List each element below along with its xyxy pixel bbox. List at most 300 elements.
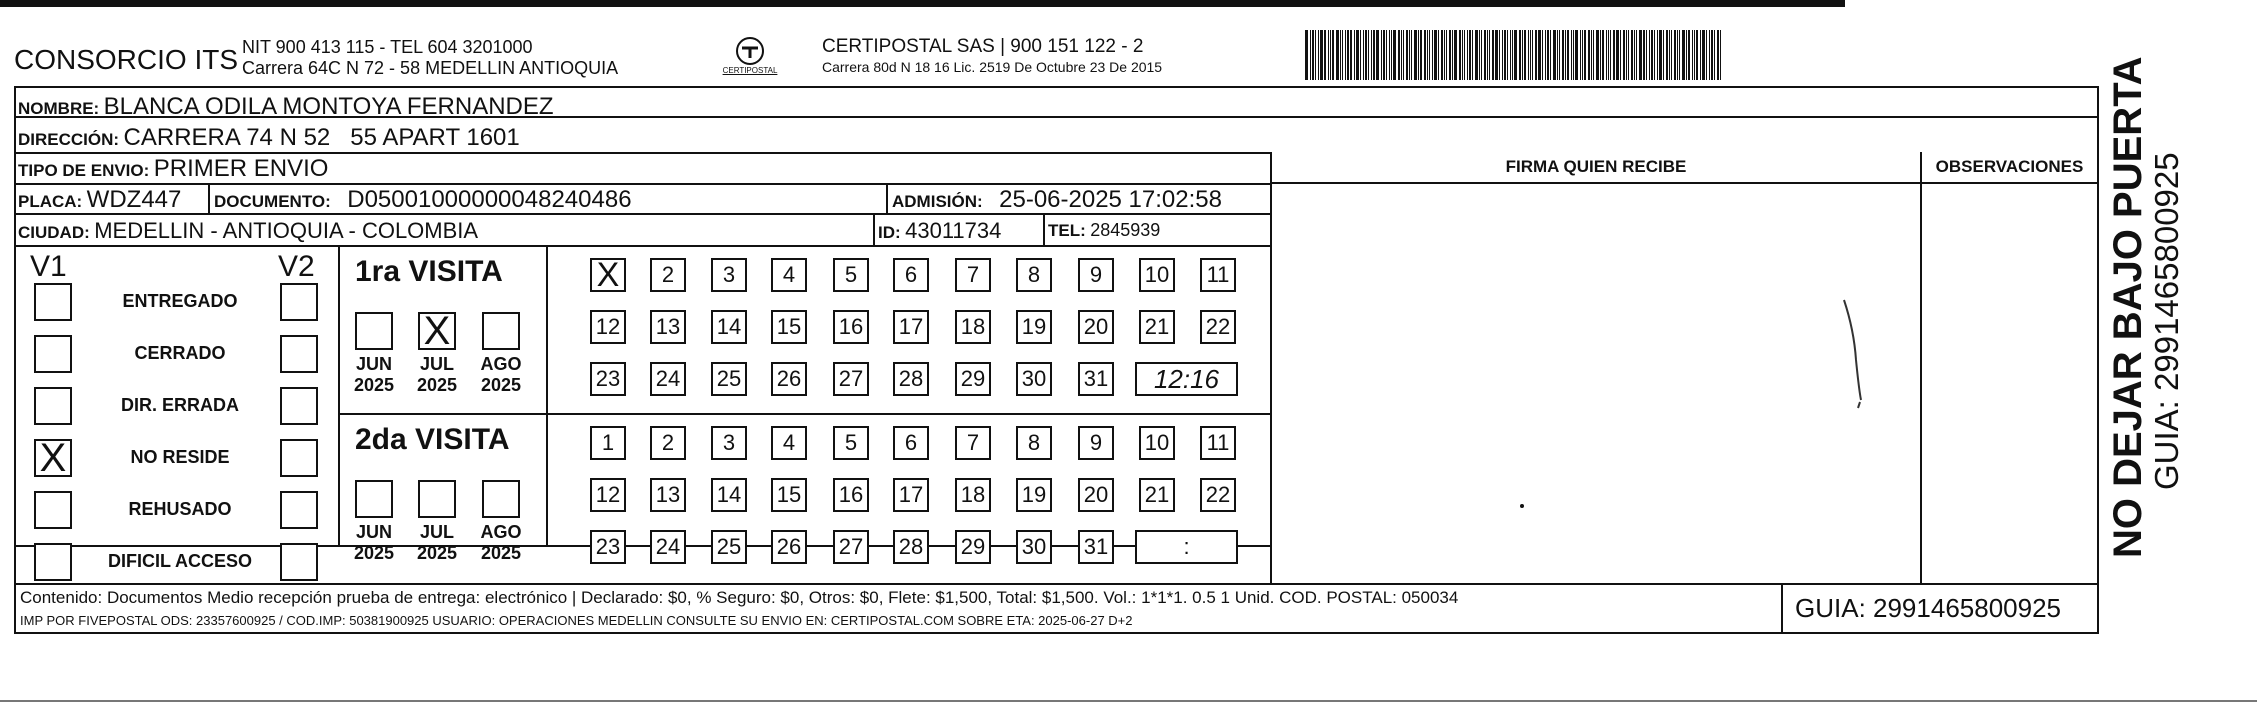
status-label: CERRADO [134,343,226,363]
barcode-bar [1330,30,1331,80]
documento-value: D05001000000048240486 [347,186,632,213]
barcode-bar [1391,30,1392,80]
barcode-bar [1312,30,1314,80]
barcode-bar [1711,30,1713,80]
day-box[interactable]: 27 [833,362,869,396]
barcode [1305,30,1945,80]
barcode-bar [1386,30,1387,80]
admision-value: 25-06-2025 17:02:58 [999,186,1222,213]
day-box[interactable]: 10 [1139,258,1175,292]
barcode-bar [1714,30,1715,80]
col-line [873,213,875,245]
day-box[interactable]: 18 [955,478,991,512]
barcode-bar [1418,30,1419,80]
month-year: 2025 [416,543,458,563]
status-label: DIR. ERRADA [120,395,239,415]
barcode-bar [1320,30,1323,80]
day-box[interactable]: 17 [893,478,929,512]
barcode-bar [1356,30,1359,80]
col-line [338,245,340,545]
barcode-bar [1524,30,1526,80]
month-checkbox[interactable] [355,312,393,350]
barcode-bar [1401,30,1402,80]
day-box[interactable]: 1 [590,426,626,460]
barcode-bar [1610,30,1611,80]
row-line [338,413,1272,415]
tel-field [1048,220,1160,241]
barcode-bar [1623,30,1625,80]
barcode-bar [1373,30,1375,80]
barcode-bar [1651,30,1653,80]
time-box[interactable]: : [1135,530,1238,564]
day-box[interactable]: 5 [833,258,869,292]
day-box[interactable]: 26 [771,362,807,396]
v1-mark: X [39,436,67,480]
day-box[interactable]: 6 [893,426,929,460]
barcode-bar [1324,30,1326,80]
month-name: JUL [419,522,454,542]
barcode-bar [1573,30,1574,80]
day-box[interactable]: 2 [650,426,686,460]
tel-label: TEL: [1048,221,1086,240]
barcode-bar [1528,30,1529,80]
day-box[interactable]: 24 [650,530,686,564]
id-label: ID: [878,223,901,242]
month-year: 2025 [353,543,395,563]
barcode-bar [1492,30,1494,80]
barcode-bar [1342,30,1343,80]
day-box[interactable]: 30 [1016,530,1052,564]
tipo-field [18,155,328,183]
status-label: DIFICIL ACCESO [107,551,252,571]
certipostal-name: CERTIPOSTAL SAS | 900 151 122 - 2 [822,36,1144,57]
month-name: JUN [355,354,392,374]
month-checkbox[interactable] [418,309,456,353]
day-box[interactable]: 19 [1016,478,1052,512]
time-box[interactable]: 12:16 [1135,362,1238,396]
day-box[interactable]: 18 [955,310,991,344]
barcode-bar [1489,30,1490,80]
admision-label: ADMISIÓN: [892,192,983,211]
barcode-bar [1588,30,1590,80]
day-box[interactable]: 22 [1200,478,1236,512]
side-warning: NO DEJAR BAJO PUERTA [2106,56,2150,558]
day-box[interactable]: 6 [893,258,929,292]
barcode-bar [1575,30,1578,80]
day-box[interactable]: 9 [1078,258,1114,292]
barcode-bar [1446,30,1447,80]
day-box[interactable]: 8 [1016,258,1052,292]
day-box[interactable]: 23 [590,362,626,396]
month-name: AGO [480,522,522,542]
company-address: Carrera 64C N 72 - 58 MEDELLIN ANTIOQUIA [242,58,619,78]
footer-imp: IMP POR FIVEPOSTAL ODS: 23357600925 / COD.IMP: 50381900925 USUARIO: OPERACIONES MEDELLIN CONSULTE SU ENVIO EN: CERTIPOSTAL.COM SOBRE ETA: 2025-06-27 D+2 [20,613,1133,628]
day-box[interactable]: 24 [650,362,686,396]
day-box[interactable]: 15 [771,310,807,344]
barcode-bar [1499,30,1500,80]
barcode-bar [1717,30,1719,80]
barcode-bar [1679,30,1680,80]
v2-checkbox[interactable] [280,439,318,477]
barcode-bar [1504,30,1506,80]
month-year: 2025 [480,543,522,563]
barcode-bar [1454,30,1457,80]
barcode-bar [1631,30,1633,80]
day-box[interactable]: 28 [893,362,929,396]
barcode-bar [1432,30,1433,80]
day-box[interactable]: X [590,258,626,292]
col-line [208,183,210,215]
row-line [14,183,1272,185]
placa-field [18,186,181,214]
barcode-bar [1654,30,1655,80]
barcode-bar [1462,30,1463,80]
day-box[interactable]: 12 [590,478,626,512]
nombre-value: BLANCA ODILA MONTOYA FERNANDEZ [103,93,554,120]
barcode-bar [1315,30,1316,80]
v2-label: V2 [278,250,315,283]
col-line [1043,213,1045,245]
month-year: 2025 [353,375,395,395]
barcode-bar [1596,30,1599,80]
nombre-label: NOMBRE: [18,99,100,118]
placa-label: PLACA: [18,192,83,211]
barcode-bar [1677,30,1678,80]
day-box[interactable]: 8 [1016,426,1052,460]
barcode-bar [1720,30,1721,80]
day-box[interactable]: 26 [771,530,807,564]
top-border [0,0,1845,7]
barcode-bar [1507,30,1508,80]
barcode-bar [1420,30,1422,80]
day-box[interactable]: 3 [711,426,747,460]
col-line [546,245,548,545]
barcode-bar [1332,30,1334,80]
barcode-bar [1567,30,1569,80]
barcode-bar [1646,30,1647,80]
month-year: 2025 [416,375,458,395]
footer-content: Contenido: Documentos Medio recepción prueba de entrega: electrónico | Declarado: $0, % Seguro: $0, Otros: $0, Flete: $1,500, Total: $1,500. Vol.: 1*1*1. 0.5 1 Unid. COD. POSTAL: 050034 [20,588,1459,607]
visit-title: 2da VISITA [355,423,510,456]
day-box[interactable]: 15 [771,478,807,512]
v2-checkbox[interactable] [280,283,318,321]
barcode-bar [1600,30,1601,80]
day-box[interactable]: 23 [590,530,626,564]
day-box[interactable]: 28 [893,530,929,564]
barcode-bar [1562,30,1564,80]
observaciones-area[interactable] [1922,184,2097,583]
day-box[interactable]: 11 [1200,426,1236,460]
direccion-value: CARRERA 74 N 52 55 APART 1601 [123,124,520,151]
signature-area[interactable] [1272,184,1920,583]
day-box[interactable]: 9 [1078,426,1114,460]
v2-checkbox[interactable] [280,491,318,529]
barcode-bar [1545,30,1546,80]
barcode-bar [1608,30,1609,80]
day-box[interactable]: 29 [955,530,991,564]
visit-title: 1ra VISITA [355,255,503,288]
barcode-bar [1659,30,1662,80]
day-box[interactable]: 2 [650,258,686,292]
barcode-bar [1389,30,1390,80]
barcode-bar [1414,30,1417,80]
barcode-bar [1336,30,1339,80]
month-checkbox[interactable] [482,312,520,350]
barcode-bar [1469,30,1471,80]
day-box[interactable]: 7 [955,258,991,292]
day-box[interactable]: 31 [1078,362,1114,396]
barcode-bar [1411,30,1412,80]
barcode-bar [1345,30,1346,80]
day-box[interactable]: 20 [1078,478,1114,512]
barcode-bar [1535,30,1537,80]
barcode-bar [1606,30,1607,80]
day-box[interactable]: 29 [955,362,991,396]
day-box[interactable]: 10 [1139,426,1175,460]
barcode-bar [1613,30,1615,80]
barcode-bar [1318,30,1319,80]
side-guia: GUIA: 2991465800925 [2148,152,2185,490]
barcode-bar [1393,30,1396,80]
barcode-bar [1438,30,1439,80]
ciudad-field [18,218,478,244]
barcode-bar [1472,30,1473,80]
barcode-bar [1514,30,1517,80]
certipostal-logo [720,34,780,84]
barcode-bar [1682,30,1685,80]
col-line [886,183,888,215]
barcode-bar [1363,30,1364,80]
day-box[interactable]: 16 [833,310,869,344]
day-box[interactable]: 11 [1200,258,1236,292]
v1-checkbox[interactable] [34,387,72,425]
day-box[interactable]: 30 [1016,362,1052,396]
direccion-label: DIRECCIÓN: [18,130,120,149]
v1-label: V1 [30,250,67,283]
placa-value: WDZ447 [86,186,182,213]
direccion-field [18,124,520,152]
barcode-bar [1550,30,1551,80]
barcode-bar [1559,30,1560,80]
barcode-bar [1692,30,1693,80]
day-box[interactable]: 7 [955,426,991,460]
barcode-bar [1542,30,1543,80]
barcode-bar [1495,30,1498,80]
col-line [1781,583,1783,634]
barcode-bar [1702,30,1705,80]
barcode-bar [1340,30,1341,80]
day-box[interactable]: 27 [833,530,869,564]
day-box[interactable]: 21 [1139,310,1175,344]
barcode-bar [1449,30,1451,80]
day-box[interactable]: 20 [1078,310,1114,344]
barcode-bar [1696,30,1698,80]
tel-value: 2845939 [1090,220,1161,240]
day-box[interactable]: 5 [833,426,869,460]
barcode-bar [1686,30,1687,80]
documento-label: DOCUMENTO: [214,192,331,211]
id-value: 43011734 [905,218,1002,243]
day-box[interactable]: 19 [1016,310,1052,344]
barcode-bar [1634,30,1635,80]
ciudad-label: CIUDAD: [18,223,90,242]
month-checkbox[interactable] [482,480,520,518]
barcode-bar [1593,30,1594,80]
barcode-bar [1441,30,1443,80]
v1-checkbox[interactable] [34,283,72,321]
barcode-bar [1700,30,1701,80]
barcode-bar [1406,30,1408,80]
barcode-bar [1434,30,1437,80]
barcode-bar [1429,30,1430,80]
day-box[interactable]: 13 [650,310,686,344]
company-name: CONSORCIO ITS [14,44,239,75]
day-box[interactable]: 14 [711,478,747,512]
barcode-bar [1547,30,1549,80]
barcode-bar [1565,30,1566,80]
day-box[interactable]: 4 [771,426,807,460]
admision-field [892,186,1222,214]
barcode-bar [1557,30,1558,80]
barcode-bar [1510,30,1511,80]
v2-checkbox[interactable] [280,387,318,425]
barcode-bar [1381,30,1382,80]
month-name: AGO [480,354,522,374]
barcode-bar [1636,30,1637,80]
day-box[interactable]: 3 [711,258,747,292]
nombre-field [18,93,554,121]
barcode-bar [1666,30,1668,80]
barcode-bar [1409,30,1410,80]
barcode-bar [1350,30,1352,80]
barcode-bar [1580,30,1581,80]
month-name: JUN [355,522,392,542]
barcode-bar [1591,30,1592,80]
id-field [878,218,1001,244]
status-label: NO RESIDE [130,447,230,467]
barcode-bar [1328,30,1329,80]
barcode-bar [1538,30,1541,80]
day-box[interactable]: 31 [1078,530,1114,564]
barcode-bar [1475,30,1478,80]
logo-text: CERTIPOSTAL [722,66,778,75]
v1-checkbox[interactable] [34,543,72,581]
v2-checkbox[interactable] [280,543,318,581]
barcode-bar [1643,30,1645,80]
barcode-bar [1365,30,1367,80]
barcode-bar [1467,30,1468,80]
company-nit: NIT 900 413 115 - TEL 604 3201000 [242,37,533,57]
barcode-bar [1663,30,1664,80]
barcode-bar [1360,30,1361,80]
documento-field [214,186,632,214]
barcode-bar [1398,30,1400,80]
barcode-bar [1706,30,1707,80]
month-year: 2025 [480,375,522,395]
v1-checkbox[interactable] [34,335,72,373]
barcode-bar [1383,30,1385,80]
barcode-bar [1403,30,1404,80]
day-box[interactable]: 12 [590,310,626,344]
day-box[interactable]: 25 [711,530,747,564]
v2-checkbox[interactable] [280,335,318,373]
barcode-bar [1305,30,1308,80]
day-box[interactable]: 21 [1139,478,1175,512]
ciudad-value: MEDELLIN - ANTIOQUIA - COLOMBIA [94,218,479,243]
barcode-bar [1427,30,1428,80]
day-box[interactable]: 16 [833,478,869,512]
barcode-bar [1354,30,1355,80]
status-label: REHUSADO [128,499,232,519]
footer-line [14,583,2099,585]
firma-label: FIRMA QUIEN RECIBE [1505,157,1687,176]
row-line [14,245,1272,247]
certipostal-address: Carrera 80d N 18 16 Lic. 2519 De Octubre 23 De 2015 [822,59,1163,75]
barcode-bar [1709,30,1710,80]
barcode-bar [1657,30,1658,80]
day-box[interactable]: 25 [711,362,747,396]
barcode-bar [1484,30,1486,80]
day-box[interactable]: 22 [1200,310,1236,344]
barcode-bar [1479,30,1480,80]
barcode-bar [1459,30,1461,80]
barcode-bar [1371,30,1372,80]
status-label: ENTREGADO [122,291,238,311]
barcode-bar [1602,30,1604,80]
barcode-bar [1376,30,1379,80]
barcode-bar [1628,30,1629,80]
barcode-bar [1688,30,1690,80]
barcode-bar [1669,30,1670,80]
barcode-bar [1368,30,1369,80]
day-box[interactable]: 13 [650,478,686,512]
barcode-bar [1616,30,1619,80]
observaciones-label: OBSERVACIONES [1935,157,2084,176]
barcode-bar [1519,30,1521,80]
barcode-bar [1464,30,1465,80]
barcode-bar [1310,30,1311,80]
tipo-label: TIPO DE ENVIO: [18,161,150,180]
v1-checkbox[interactable] [34,436,72,480]
barcode-bar [1620,30,1621,80]
barcode-bar [1347,30,1349,80]
barcode-bar [1553,30,1556,80]
barcode-bar [1530,30,1531,80]
barcode-bar [1582,30,1583,80]
barcode-bar [1502,30,1503,80]
day-box[interactable]: 14 [711,310,747,344]
barcode-bar [1522,30,1523,80]
v1-checkbox[interactable] [34,491,72,529]
tipo-value: PRIMER ENVIO [153,155,329,182]
barcode-bar [1512,30,1513,80]
row-line [14,152,1272,154]
barcode-bar [1444,30,1445,80]
barcode-bar [1487,30,1488,80]
month-checkbox[interactable] [355,480,393,518]
day-box[interactable]: 17 [893,310,929,344]
day-box[interactable]: 4 [771,258,807,292]
barcode-bar [1452,30,1453,80]
barcode-bar [1571,30,1572,80]
barcode-bar [1532,30,1533,80]
barcode-bar [1639,30,1642,80]
month-checkbox[interactable] [418,480,456,518]
month-mark: X [423,309,451,353]
barcode-bar [1626,30,1627,80]
barcode-bar [1694,30,1695,80]
footer-guia: GUIA: 2991465800925 [1795,593,2061,623]
